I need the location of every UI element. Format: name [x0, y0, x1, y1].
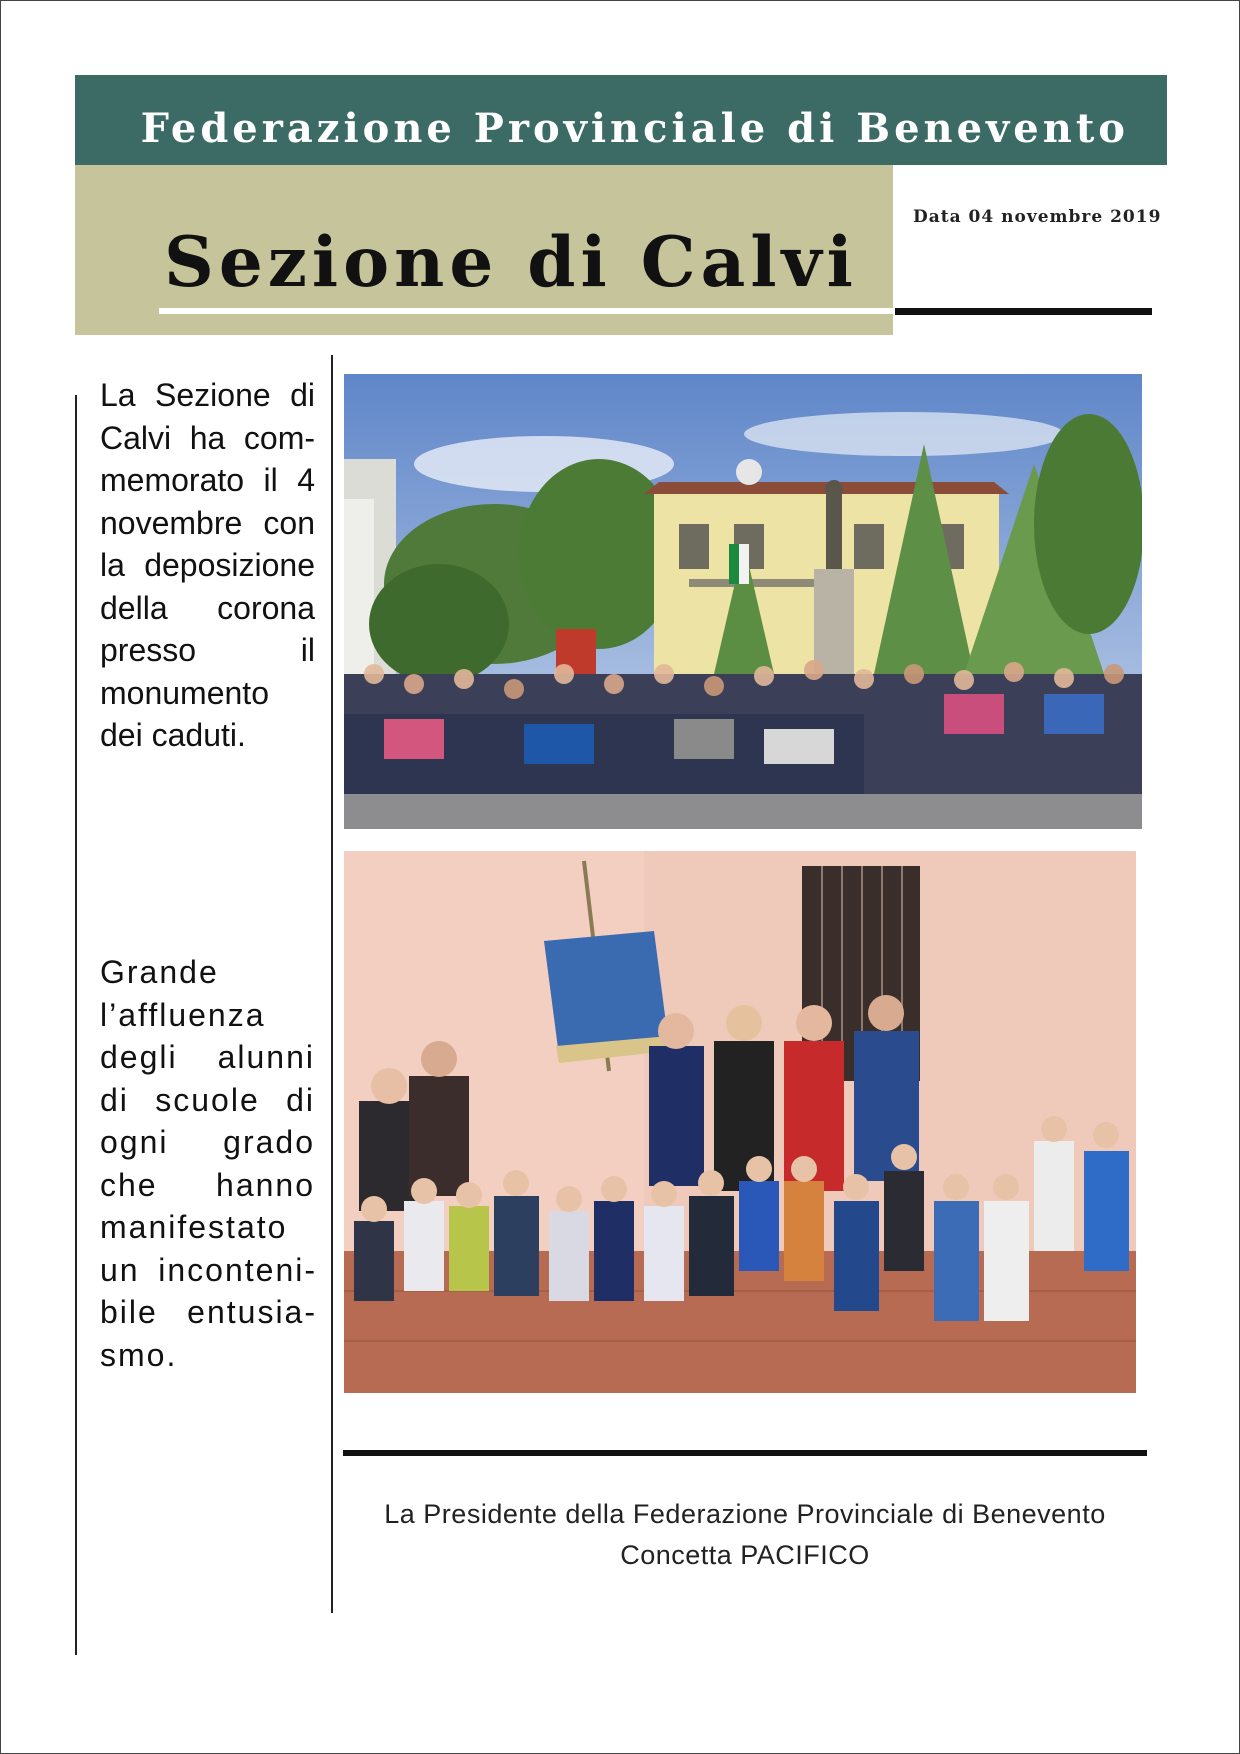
signature-name: Concetta PACIFICO: [620, 1540, 870, 1570]
signature-block: [343, 1494, 1147, 1576]
title-underline: [159, 308, 893, 314]
date-divider: [895, 308, 1152, 315]
middle-column-rule: [331, 355, 333, 1613]
photo-schoolchildren: [344, 851, 1136, 1393]
left-column-rule: [75, 395, 77, 1655]
header-bar: [75, 75, 1167, 165]
page-title: Sezione di Calvi: [164, 222, 858, 303]
title-block: [75, 165, 893, 335]
photo-monument-crowd: [344, 374, 1142, 829]
paragraph-commemoration: La Sezione di Calvi ha commemorato il 4 novembre con la deposizione della corona presso il monumento dei caduti.: [100, 377, 315, 753]
signature-title: La Presidente della Federazione Provinciale di Benevento: [384, 1499, 1106, 1529]
date-label: Data 04 novembre 2019: [913, 207, 1162, 227]
federation-name: Federazione Provinciale di Benevento: [140, 105, 1129, 152]
footer-divider: [343, 1450, 1147, 1456]
paragraph-attendance: Grande l’affluenza degli alunni di scuole di ogni grado che hanno manifestato un incontenibile entusiasmo.: [100, 954, 315, 1373]
